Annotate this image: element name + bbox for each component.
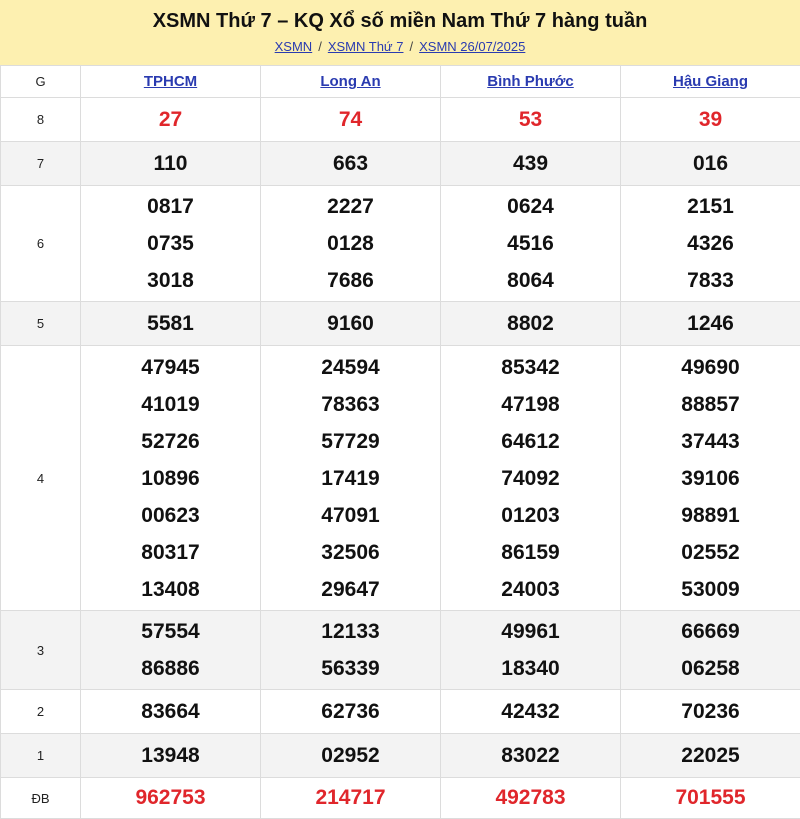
result-number: 701555 [621,778,800,818]
result-cell [621,302,800,346]
result-number: 10896 [81,460,260,497]
result-cell [621,346,800,611]
result-cell [621,690,800,734]
result-cell [261,778,441,819]
province-link-long-an[interactable]: Long An [320,73,380,90]
result-number: 86159 [441,534,620,571]
result-number: 66669 [621,613,800,650]
result-number: 22025 [621,737,800,774]
result-number: 7686 [261,262,440,299]
result-cell [81,346,261,611]
result-number: 5581 [81,305,260,342]
result-cell [441,186,621,302]
province-link-binh-phuoc[interactable]: Bình Phước [487,73,574,90]
result-cell [621,734,800,778]
province-header-binh-phuoc [441,66,621,98]
result-cell [261,142,441,186]
result-number: 47091 [261,497,440,534]
result-number: 214717 [261,778,440,818]
prize-row-3 [1,611,800,690]
page-title: XSMN Thứ 7 – KQ Xổ số miền Nam Thứ 7 hàng tuần [0,9,800,33]
prize-label: 8 [1,98,81,142]
result-number: 53 [441,101,620,138]
result-number: 32506 [261,534,440,571]
prize-row-special [1,778,800,819]
prize-row-7 [1,142,800,186]
result-number: 02552 [621,534,800,571]
result-cell [81,611,261,690]
result-number: 12133 [261,613,440,650]
breadcrumb-separator: / [318,39,322,54]
result-number: 53009 [621,571,800,608]
result-number: 18340 [441,650,620,687]
result-cell [81,690,261,734]
prize-label: 3 [1,611,81,690]
result-cell [441,98,621,142]
prize-row-2 [1,690,800,734]
prize-row-8 [1,98,800,142]
result-number: 52726 [81,423,260,460]
result-cell [261,611,441,690]
result-number: 29647 [261,571,440,608]
prize-label: 2 [1,690,81,734]
province-link-hau-giang[interactable]: Hậu Giang [673,73,748,90]
result-number: 64612 [441,423,620,460]
result-cell [261,302,441,346]
result-number: 74 [261,101,440,138]
result-cell [261,98,441,142]
prize-column-header: G [1,66,81,98]
result-number: 3018 [81,262,260,299]
result-number: 8064 [441,262,620,299]
results-table [0,65,800,819]
result-number: 39 [621,101,800,138]
result-cell [621,778,800,819]
result-number: 49690 [621,349,800,386]
result-number: 016 [621,145,800,182]
prize-row-4 [1,346,800,611]
result-number: 06258 [621,650,800,687]
result-number: 83022 [441,737,620,774]
result-number: 110 [81,145,260,182]
result-cell [441,690,621,734]
result-number: 7833 [621,262,800,299]
province-header-hau-giang [621,66,800,98]
result-number: 57729 [261,423,440,460]
result-number: 663 [261,145,440,182]
result-number: 41019 [81,386,260,423]
result-cell [81,734,261,778]
result-cell [261,186,441,302]
page-header [0,0,800,65]
result-cell [441,302,621,346]
result-number: 962753 [81,778,260,818]
result-cell [81,186,261,302]
table-header-row [1,66,800,98]
result-number: 17419 [261,460,440,497]
result-number: 62736 [261,693,440,730]
result-number: 1246 [621,305,800,342]
result-number: 83664 [81,693,260,730]
result-cell [261,346,441,611]
breadcrumb-separator: / [409,39,413,54]
result-number: 2151 [621,188,800,225]
result-number: 24003 [441,571,620,608]
result-cell [621,186,800,302]
result-number: 78363 [261,386,440,423]
result-number: 74092 [441,460,620,497]
result-number: 80317 [81,534,260,571]
result-number: 0624 [441,188,620,225]
prize-label: 7 [1,142,81,186]
result-number: 24594 [261,349,440,386]
result-number: 00623 [81,497,260,534]
result-number: 0817 [81,188,260,225]
result-cell [81,98,261,142]
result-cell [81,302,261,346]
breadcrumb-link-xsmn-thu-7[interactable]: XSMN Thứ 7 [328,39,404,54]
result-number: 85342 [441,349,620,386]
prize-row-5 [1,302,800,346]
result-number: 49961 [441,613,620,650]
result-number: 27 [81,101,260,138]
result-number: 492783 [441,778,620,818]
result-number: 13948 [81,737,260,774]
prize-label: ĐB [1,778,81,819]
result-cell [81,778,261,819]
prize-label: 1 [1,734,81,778]
result-cell [81,142,261,186]
result-number: 4516 [441,225,620,262]
result-cell [621,142,800,186]
result-number: 57554 [81,613,260,650]
result-number: 88857 [621,386,800,423]
result-cell [441,734,621,778]
province-link-tphcm[interactable]: TPHCM [144,73,197,90]
result-number: 98891 [621,497,800,534]
prize-label: 6 [1,186,81,302]
result-number: 439 [441,145,620,182]
result-cell [441,778,621,819]
breadcrumb-link-date[interactable]: XSMN 26/07/2025 [419,39,525,54]
province-header-long-an [261,66,441,98]
result-number: 86886 [81,650,260,687]
result-number: 47945 [81,349,260,386]
breadcrumb-link-xsmn[interactable]: XSMN [275,39,313,54]
province-header-tphcm [81,66,261,98]
result-number: 56339 [261,650,440,687]
result-number: 01203 [441,497,620,534]
result-number: 8802 [441,305,620,342]
result-number: 37443 [621,423,800,460]
breadcrumb [0,39,800,54]
result-number: 42432 [441,693,620,730]
prize-row-1 [1,734,800,778]
result-cell [441,611,621,690]
result-cell [261,734,441,778]
result-cell [441,142,621,186]
result-number: 47198 [441,386,620,423]
prize-label: 4 [1,346,81,611]
prize-label: 5 [1,302,81,346]
result-number: 9160 [261,305,440,342]
prize-row-6 [1,186,800,302]
result-number: 39106 [621,460,800,497]
result-number: 2227 [261,188,440,225]
result-number: 0128 [261,225,440,262]
result-number: 13408 [81,571,260,608]
result-cell [621,611,800,690]
result-number: 02952 [261,737,440,774]
result-cell [621,98,800,142]
result-number: 4326 [621,225,800,262]
result-number: 0735 [81,225,260,262]
result-cell [261,690,441,734]
result-cell [441,346,621,611]
result-number: 70236 [621,693,800,730]
